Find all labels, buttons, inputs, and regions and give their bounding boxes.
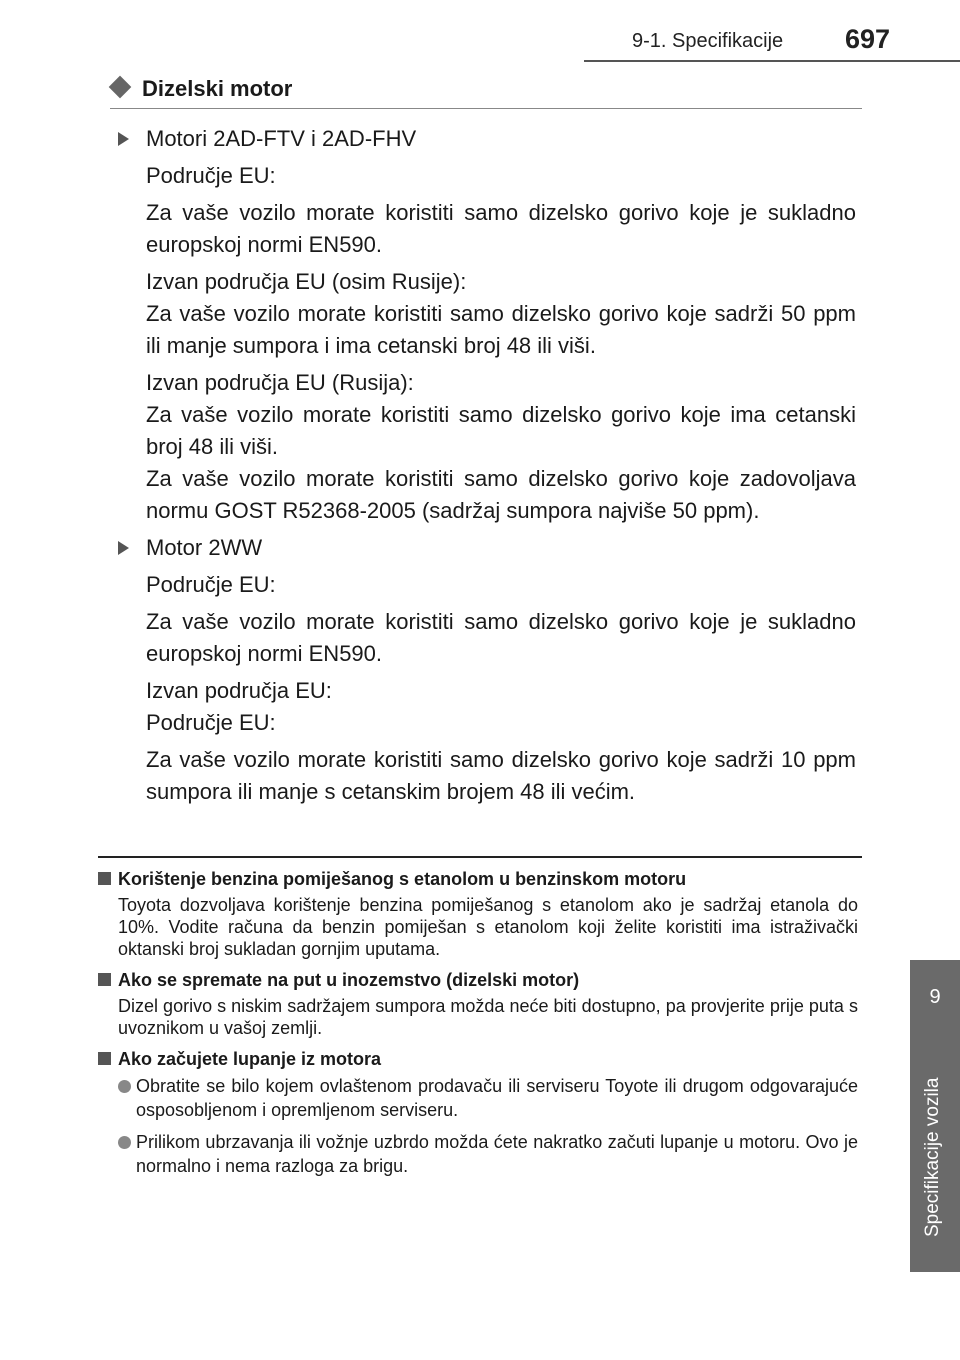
paragraph: Za vaše vozilo morate koristiti samo dizelsko gorivo koje je sukladno europskoj normi EN590. [146, 200, 856, 257]
circle-bullet-icon [118, 1080, 131, 1093]
note-engine-knocking [98, 1048, 858, 1178]
note-title: Ako se spremate na put u inozemstvo (dizelski motor) [98, 969, 858, 991]
chapter-tab [910, 960, 960, 1042]
section-heading-text: Dizelski motor [142, 76, 293, 101]
paragraph: Izvan područja EU (Rusija): [146, 370, 414, 395]
paragraph: Područje EU: [146, 710, 276, 735]
section-heading [110, 76, 292, 102]
notes-rule [98, 856, 862, 858]
paragraph: Područje EU: [146, 163, 276, 188]
triangle-icon [118, 541, 129, 555]
header-rule [584, 60, 960, 62]
circle-bullet-icon [118, 1136, 131, 1149]
paragraph: Za vaše vozilo morate koristiti samo dizelsko gorivo koje sadrži 50 ppm ili manje sumpora i ima cetanski broj 48 ili viši. [146, 301, 856, 358]
note-travel-abroad [98, 969, 858, 1039]
note-title: Ako začujete lupanje iz motora [98, 1048, 858, 1070]
page-number: 697 [845, 24, 891, 54]
heading-rule [110, 108, 862, 109]
chapter-number: 9 [929, 986, 941, 1008]
list-item: Prilikom ubrzavanja ili vožnje uzbrdo možda ćete nakratko začuti lupanje u motoru. Ovo je normalno i nema razloga za brigu. [118, 1130, 858, 1178]
note-ethanol [98, 868, 858, 960]
square-bullet-icon [98, 973, 111, 986]
paragraph: Područje EU: [146, 572, 276, 597]
square-bullet-icon [98, 1052, 111, 1065]
chapter-label: Specifikacije vozila [922, 1077, 943, 1237]
main-content [146, 118, 856, 808]
triangle-icon [118, 132, 129, 146]
subheading-engine-2ww: Motor 2WW [146, 532, 856, 564]
subheading-engine-2ad: Motori 2AD-FTV i 2AD-FHV [146, 123, 856, 155]
paragraph: Za vaše vozilo morate koristiti samo dizelsko gorivo koje sadrži 10 ppm sumpora ili manje s cetanskim brojem 48 ili većim. [146, 747, 856, 804]
paragraph: Za vaše vozilo morate koristiti samo dizelsko gorivo koje je sukladno europskoj normi EN590. [146, 609, 856, 666]
square-bullet-icon [98, 872, 111, 885]
paragraph: Za vaše vozilo morate koristiti samo dizelsko gorivo koje zadovoljava normu GOST R52368-2005 (sadržaj sumpora najviše 50 ppm). [146, 466, 856, 523]
paragraph: Izvan područja EU: [146, 678, 332, 703]
note-body: Toyota dozvoljava korištenje benzina pomiješanog s etanolom ako je sadržaj etanola do 10%. Vodite računa da benzin pomiješan s etanolom koji želite koristiti ima istraživački oktanski broj sukladan gornjim uputama. [118, 895, 858, 959]
section-title: 9-1. Specifikacije [632, 30, 784, 52]
paragraph: Za vaše vozilo morate koristiti samo dizelsko gorivo koje ima cetanski broj 48 ili viši. [146, 402, 856, 459]
note-title: Korištenje benzina pomiješanog s etanolom u benzinskom motoru [98, 868, 858, 890]
notes-section [98, 868, 858, 1178]
diamond-icon [109, 76, 132, 99]
chapter-strip [910, 1042, 960, 1272]
list-item: Obratite se bilo kojem ovlaštenom prodavaču ili serviseru Toyote ili drugom odgovarajuće osposobljenom i opremljenom serviseru. [118, 1074, 858, 1122]
paragraph: Izvan područja EU (osim Rusije): [146, 269, 467, 294]
note-body: Dizel gorivo s niskim sadržajem sumpora možda neće biti dostupno, pa provjerite prije puta s uvoznikom u vašoj zemlji. [118, 996, 858, 1038]
